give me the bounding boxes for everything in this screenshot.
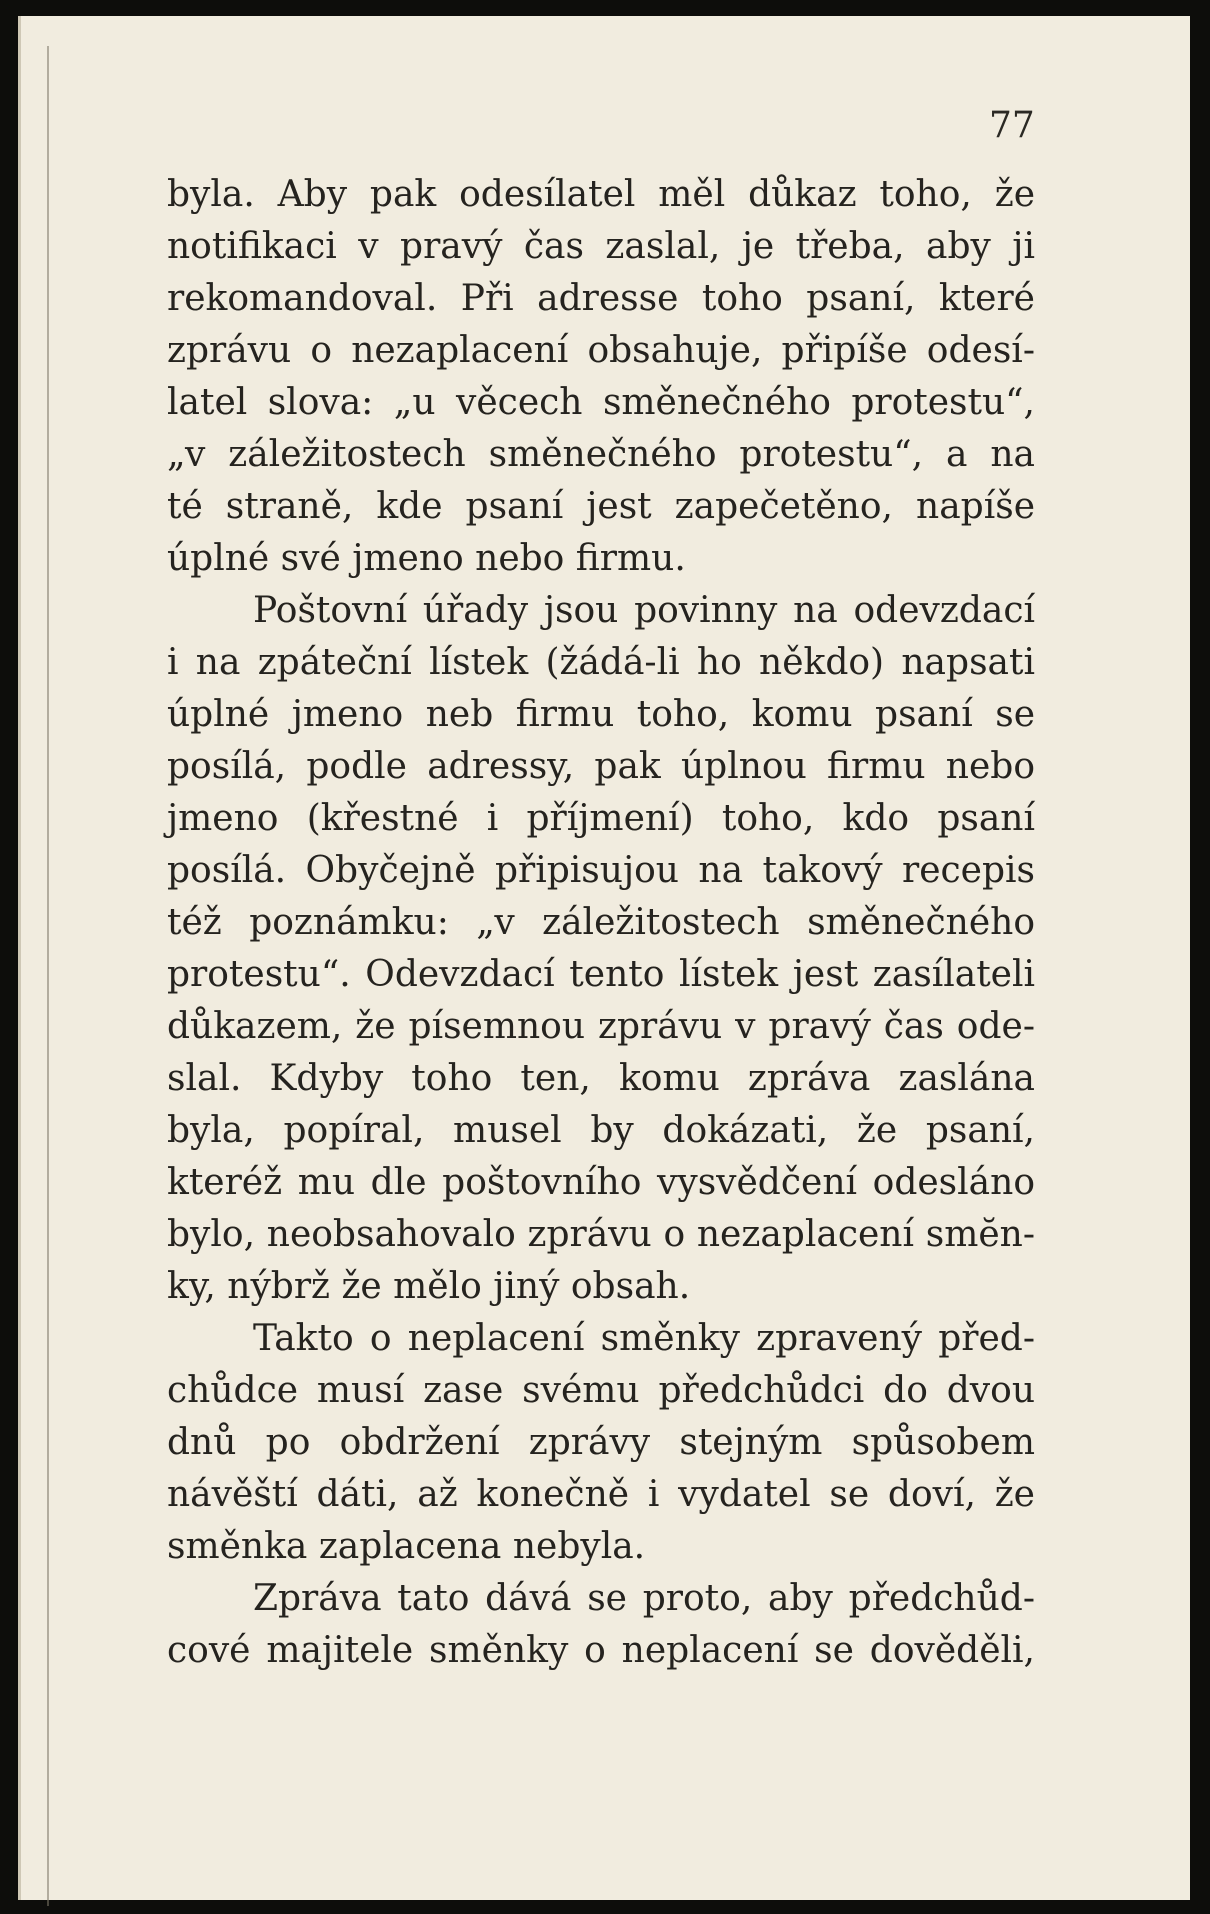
text-line: jmeno (křestné i příjmení) toho, kdo psaní	[167, 798, 1035, 839]
text-line: návěští dáti, až konečně i vydatel se doví, že	[167, 1474, 1035, 1515]
paragraph-end-line: směnka zaplacena nebyla.	[167, 1526, 646, 1567]
text-line: dnů po obdržení zprávy stejným spůsobem	[167, 1422, 1035, 1463]
text-line: zprávu o nezaplacení obsahuje, připíše odesí-	[167, 330, 1035, 371]
text-line: cové majitele směnky o neplacení se dověděli,	[167, 1630, 1035, 1671]
paragraph-start-line: Zpráva tato dává se proto, aby předchůd-	[253, 1578, 1035, 1619]
text-line: i na zpáteční lístek (žádá-li ho někdo) napsati	[167, 642, 1035, 683]
text-line: notifikaci v pravý čas zaslal, je třeba, aby ji	[167, 226, 1035, 267]
text-line: též poznámku: „v záležitostech směnečného	[167, 902, 1035, 943]
text-line: slal. Kdyby toho ten, komu zpráva zaslána	[167, 1058, 1035, 1099]
text-line: důkazem, že písemnou zprávu v pravý čas ode-	[167, 1006, 1035, 1047]
text-line: kteréž mu dle poštovního vysvědčení odesláno	[167, 1162, 1035, 1203]
text-line: rekomandoval. Při adresse toho psaní, které	[167, 278, 1035, 319]
text-line: „v záležitostech směnečného protestu“, a na	[167, 434, 1035, 475]
text-line: chůdce musí zase svému předchůdci do dvou	[167, 1370, 1035, 1411]
page-spine-shadow	[47, 46, 49, 1906]
text-line: posílá. Obyčejně připisujou na takový recepis	[167, 850, 1035, 891]
paragraph-start-line: Takto o neplacení směnky zpravený před-	[253, 1318, 1035, 1359]
text-line: byla. Aby pak odesílatel měl důkaz toho, že	[167, 174, 1035, 215]
paragraph-end-line: ky, nýbrž že mělo jiný obsah.	[167, 1266, 691, 1307]
text-line: protestu“. Odevzdací tento lístek jest zasílateli	[167, 954, 1035, 995]
text-line: byla, popíral, musel by dokázati, že psaní,	[167, 1110, 1035, 1151]
text-line: latel slova: „u věcech směnečného protestu“,	[167, 382, 1035, 423]
paragraph-start-line: Poštovní úřady jsou povinny na odevzdací	[253, 590, 1035, 631]
text-line: posílá, podle adressy, pak úplnou firmu nebo	[167, 746, 1035, 787]
page-number: 77	[989, 105, 1035, 146]
paragraph-end-line: úplné své jmeno nebo firmu.	[167, 538, 686, 579]
body-text	[167, 169, 1035, 1677]
book-page	[18, 16, 1190, 1900]
text-line: bylo, neobsahovalo zprávu o nezaplacení smĕn-	[167, 1214, 1035, 1255]
text-line: úplné jmeno neb firmu toho, komu psaní se	[167, 694, 1035, 735]
text-line: té straně, kde psaní jest zapečetěno, napíše	[167, 486, 1035, 527]
